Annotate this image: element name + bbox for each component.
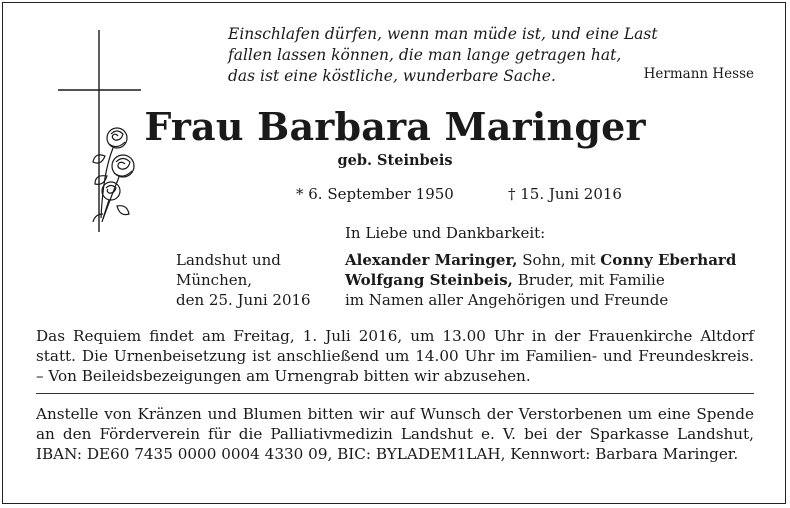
donation-notice: Anstelle von Kränzen und Blumen bitten wir auf Wunsch der Verstorbenen um eine Spende an den Förderverein für die Palliativmedizin Landshut e. V. bei der Sparkasse Landshut, IBAN: DE60 7435 0000 0004 4330 09, BIC: BYLADEM1LAH, Kennwort: Barbara Maringer.: [36, 405, 754, 463]
mourner-relation: Sohn, mit: [517, 251, 601, 269]
mourner-name: Conny Eberhard: [600, 251, 737, 269]
mourner-line: [345, 250, 736, 270]
mourner-name: Alexander Maringer,: [345, 251, 518, 269]
requiem-notice: Das Requiem findet am Freitag, 1. Juli 2016, um 13.00 Uhr in der Frauenkirche Altdorf statt. Die Urnenbeisetzung ist anschließend um 14.00 Uhr im Familien- und Freundeskreis. – Von Beileidsbezeigungen am Urnengrab bitten wir abzusehen.: [36, 327, 754, 385]
place-line: München,: [176, 271, 253, 289]
place-line: Landshut und: [176, 251, 281, 269]
place-date: [176, 250, 311, 310]
quote-block: [228, 24, 658, 87]
mourner-line: im Namen aller Angehörigen und Freunde: [345, 291, 669, 309]
thanks-line: In Liebe und Dankbarkeit:: [345, 224, 546, 242]
quote-line: das ist eine köstliche, wunderbare Sache.: [228, 67, 556, 85]
birth-name: geb. Steinbeis: [337, 152, 453, 169]
deceased-name: Frau Barbara Maringer: [144, 104, 646, 149]
place-line: den 25. Juni 2016: [176, 291, 311, 309]
death-date: † 15. Juni 2016: [508, 185, 622, 203]
mourner-relation: Bruder, mit Familie: [512, 271, 665, 289]
quote-author: Hermann Hesse: [643, 66, 754, 82]
quote-line: fallen lassen können, die man lange getragen hat,: [228, 46, 622, 64]
quote-line: Einschlafen dürfen, wenn man müde ist, und eine Last: [228, 25, 658, 43]
mourner-list: [345, 250, 736, 310]
birth-date: * 6. September 1950: [296, 185, 454, 203]
mourner-name: Wolfgang Steinbeis,: [345, 271, 513, 289]
mourner-line: [345, 270, 736, 290]
divider: [36, 393, 754, 394]
